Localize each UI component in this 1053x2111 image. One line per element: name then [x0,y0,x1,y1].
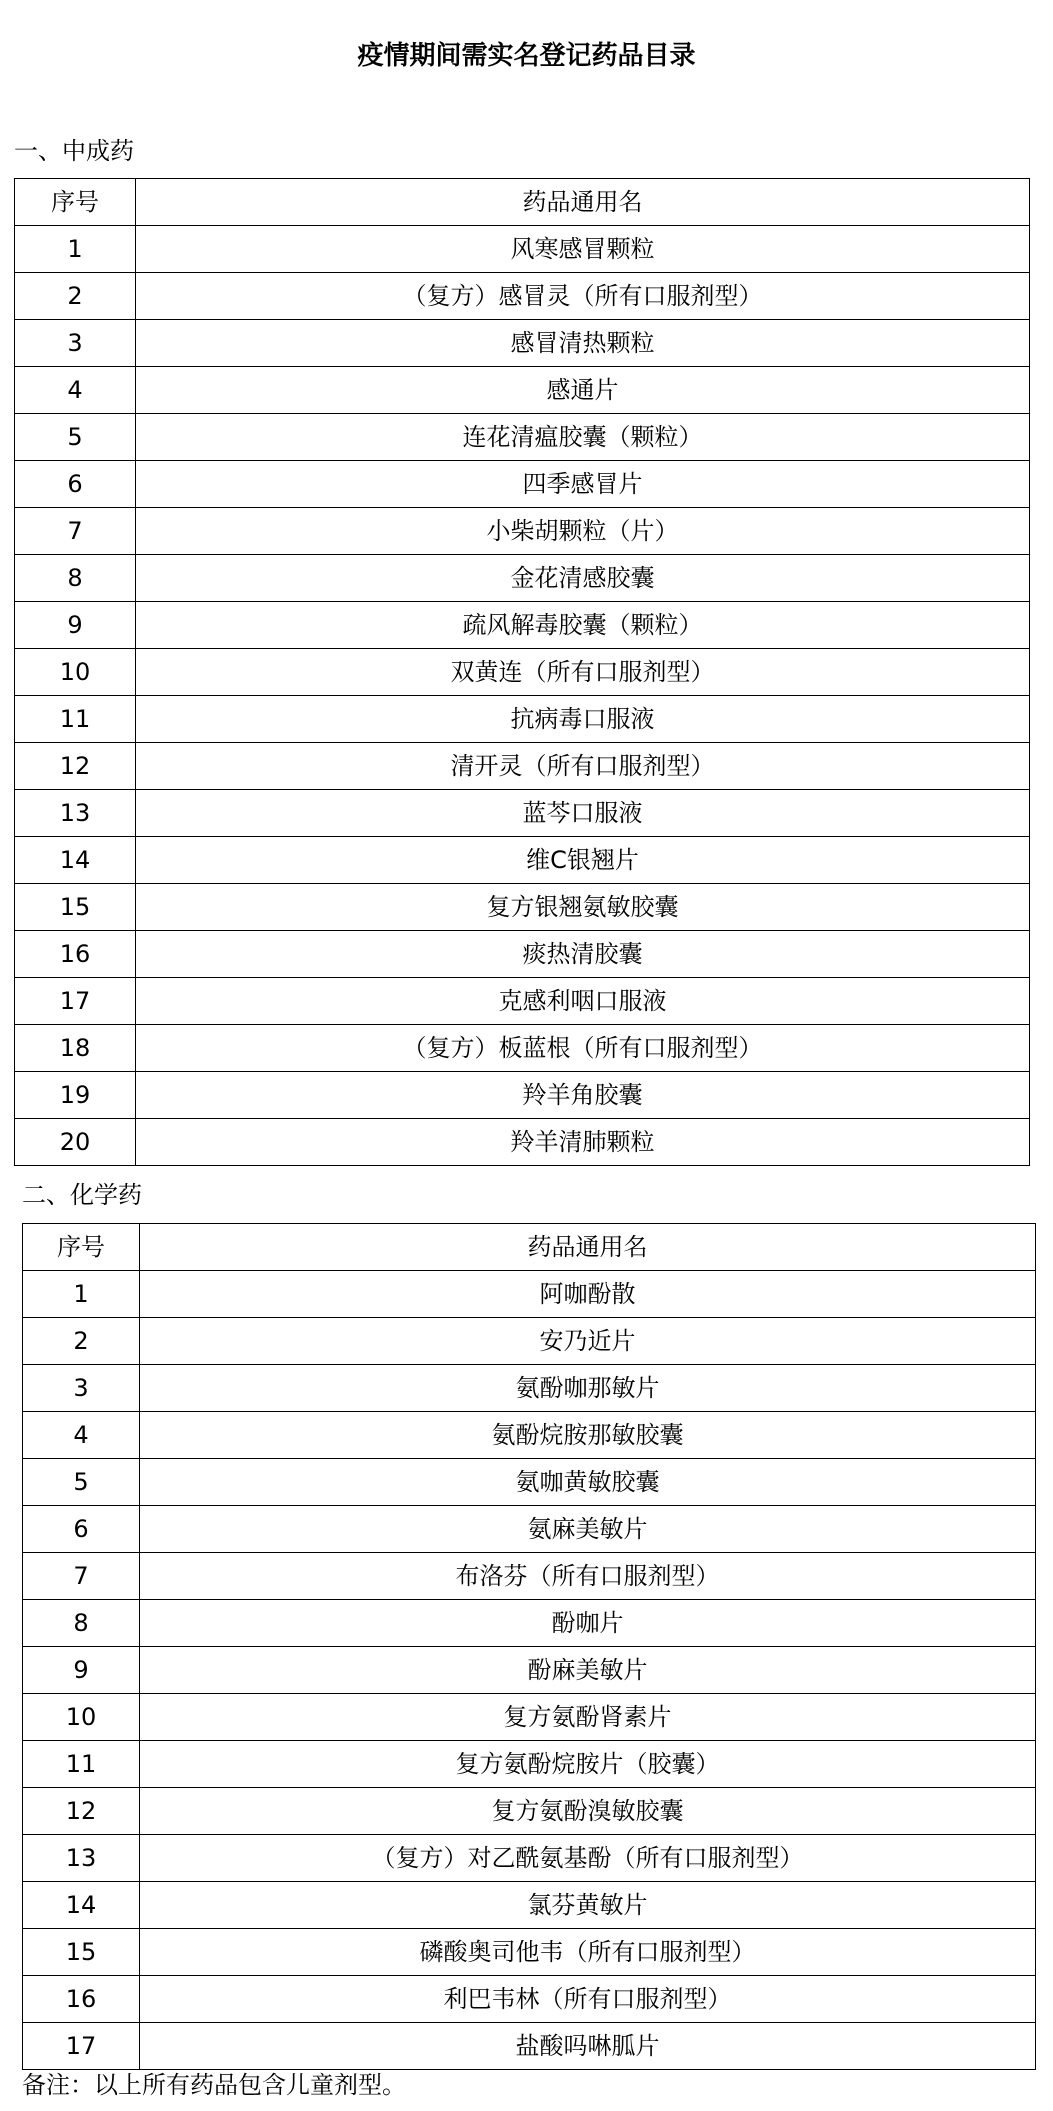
table-row [15,696,1030,743]
drug-name: 双黄连（所有口服剂型） [136,649,1030,696]
table-row [23,1741,1036,1788]
table-row [15,931,1030,978]
drug-name: 连花清瘟胶囊（颗粒） [136,414,1030,461]
table-row [23,1929,1036,1976]
table-row [15,508,1030,555]
table-row [23,1647,1036,1694]
table-header-row [15,179,1030,226]
page-title: 疫情期间需实名登记药品目录 [357,41,696,71]
drug-name: 布洛芬（所有口服剂型） [140,1553,1036,1600]
table-row [23,1412,1036,1459]
drug-name: 小柴胡颗粒（片） [136,508,1030,555]
row-number: 17 [15,978,136,1025]
table-row [23,1459,1036,1506]
row-number: 3 [15,320,136,367]
drug-name: 清开灵（所有口服剂型） [136,743,1030,790]
drug-name: 金花清感胶囊 [136,555,1030,602]
table-row [15,555,1030,602]
drug-name: （复方）对乙酰氨基酚（所有口服剂型） [140,1835,1036,1882]
row-number: 8 [23,1600,140,1647]
drug-name: 复方氨酚烷胺片（胶囊） [140,1741,1036,1788]
row-number: 15 [23,1929,140,1976]
row-number: 1 [23,1271,140,1318]
drug-name: 风寒感冒颗粒 [136,226,1030,273]
row-number: 20 [15,1119,136,1166]
drug-name: 疏风解毒胶囊（颗粒） [136,602,1030,649]
footnote: 备注：以上所有药品包含儿童剂型。 [22,2071,406,2099]
table-row [15,790,1030,837]
row-number: 10 [15,649,136,696]
table-row [15,367,1030,414]
row-number: 9 [23,1647,140,1694]
row-number: 5 [15,414,136,461]
row-number: 16 [15,931,136,978]
drug-name: 盐酸吗啉胍片 [140,2023,1036,2070]
row-number: 15 [15,884,136,931]
row-number: 6 [23,1506,140,1553]
drug-name: 氯芬黄敏片 [140,1882,1036,1929]
table-row [15,837,1030,884]
drug-name: 克感利咽口服液 [136,978,1030,1025]
row-number: 9 [15,602,136,649]
table-row [15,320,1030,367]
tcm-table-body [15,226,1030,1166]
drug-name: （复方）板蓝根（所有口服剂型） [136,1025,1030,1072]
drug-name: 磷酸奥司他韦（所有口服剂型） [140,1929,1036,1976]
drug-name: （复方）感冒灵（所有口服剂型） [136,273,1030,320]
row-number: 12 [23,1788,140,1835]
row-number: 13 [23,1835,140,1882]
table-row [15,1025,1030,1072]
chemical-drug-table [22,1223,1036,2070]
drug-name: 感冒清热颗粒 [136,320,1030,367]
drug-name: 阿咖酚散 [140,1271,1036,1318]
tcm-drug-table [14,178,1030,1166]
column-header-drug-name: 药品通用名 [136,179,1030,226]
table-row [15,226,1030,273]
row-number: 2 [15,273,136,320]
drug-name: 四季感冒片 [136,461,1030,508]
table-row [23,2023,1036,2070]
row-number: 14 [15,837,136,884]
table-row [23,1788,1036,1835]
drug-name: 利巴韦林（所有口服剂型） [140,1976,1036,2023]
table-row [23,1553,1036,1600]
row-number: 3 [23,1365,140,1412]
drug-name: 羚羊角胶囊 [136,1072,1030,1119]
table-row [15,414,1030,461]
row-number: 13 [15,790,136,837]
table-row [23,1694,1036,1741]
table-row [15,602,1030,649]
drug-name: 复方氨酚肾素片 [140,1694,1036,1741]
drug-name: 氨麻美敏片 [140,1506,1036,1553]
drug-name: 感通片 [136,367,1030,414]
drug-name: 羚羊清肺颗粒 [136,1119,1030,1166]
row-number: 11 [23,1741,140,1788]
section-heading-chemical: 二、化学药 [22,1181,142,1209]
row-number: 10 [23,1694,140,1741]
section-heading-tcm: 一、中成药 [14,137,134,165]
row-number: 4 [23,1412,140,1459]
table-row [15,743,1030,790]
table-row [23,1318,1036,1365]
row-number: 6 [15,461,136,508]
row-number: 7 [15,508,136,555]
table-row [23,1882,1036,1929]
drug-name: 酚麻美敏片 [140,1647,1036,1694]
drug-name: 酚咖片 [140,1600,1036,1647]
row-number: 8 [15,555,136,602]
drug-name: 氨酚咖那敏片 [140,1365,1036,1412]
row-number: 18 [15,1025,136,1072]
drug-name: 维C银翘片 [136,837,1030,884]
drug-name: 痰热清胶囊 [136,931,1030,978]
drug-name: 安乃近片 [140,1318,1036,1365]
table-row [23,1835,1036,1882]
table-row [23,1365,1036,1412]
row-number: 19 [15,1072,136,1119]
row-number: 17 [23,2023,140,2070]
row-number: 7 [23,1553,140,1600]
row-number: 2 [23,1318,140,1365]
row-number: 5 [23,1459,140,1506]
row-number: 12 [15,743,136,790]
column-header-number: 序号 [15,179,136,226]
row-number: 1 [15,226,136,273]
chemical-table-body [23,1271,1036,2070]
table-row [15,273,1030,320]
table-row [15,1119,1030,1166]
row-number: 11 [15,696,136,743]
row-number: 14 [23,1882,140,1929]
drug-name: 蓝芩口服液 [136,790,1030,837]
column-header-number: 序号 [23,1224,140,1271]
table-header-row [23,1224,1036,1271]
row-number: 16 [23,1976,140,2023]
drug-name: 氨咖黄敏胶囊 [140,1459,1036,1506]
drug-name: 复方银翘氨敏胶囊 [136,884,1030,931]
drug-name: 氨酚烷胺那敏胶囊 [140,1412,1036,1459]
table-row [15,461,1030,508]
table-row [23,1600,1036,1647]
row-number: 4 [15,367,136,414]
table-row [15,1072,1030,1119]
table-row [15,884,1030,931]
table-row [23,1271,1036,1318]
drug-name: 抗病毒口服液 [136,696,1030,743]
table-row [23,1976,1036,2023]
table-row [15,978,1030,1025]
column-header-drug-name: 药品通用名 [140,1224,1036,1271]
table-row [15,649,1030,696]
table-row [23,1506,1036,1553]
drug-name: 复方氨酚溴敏胶囊 [140,1788,1036,1835]
